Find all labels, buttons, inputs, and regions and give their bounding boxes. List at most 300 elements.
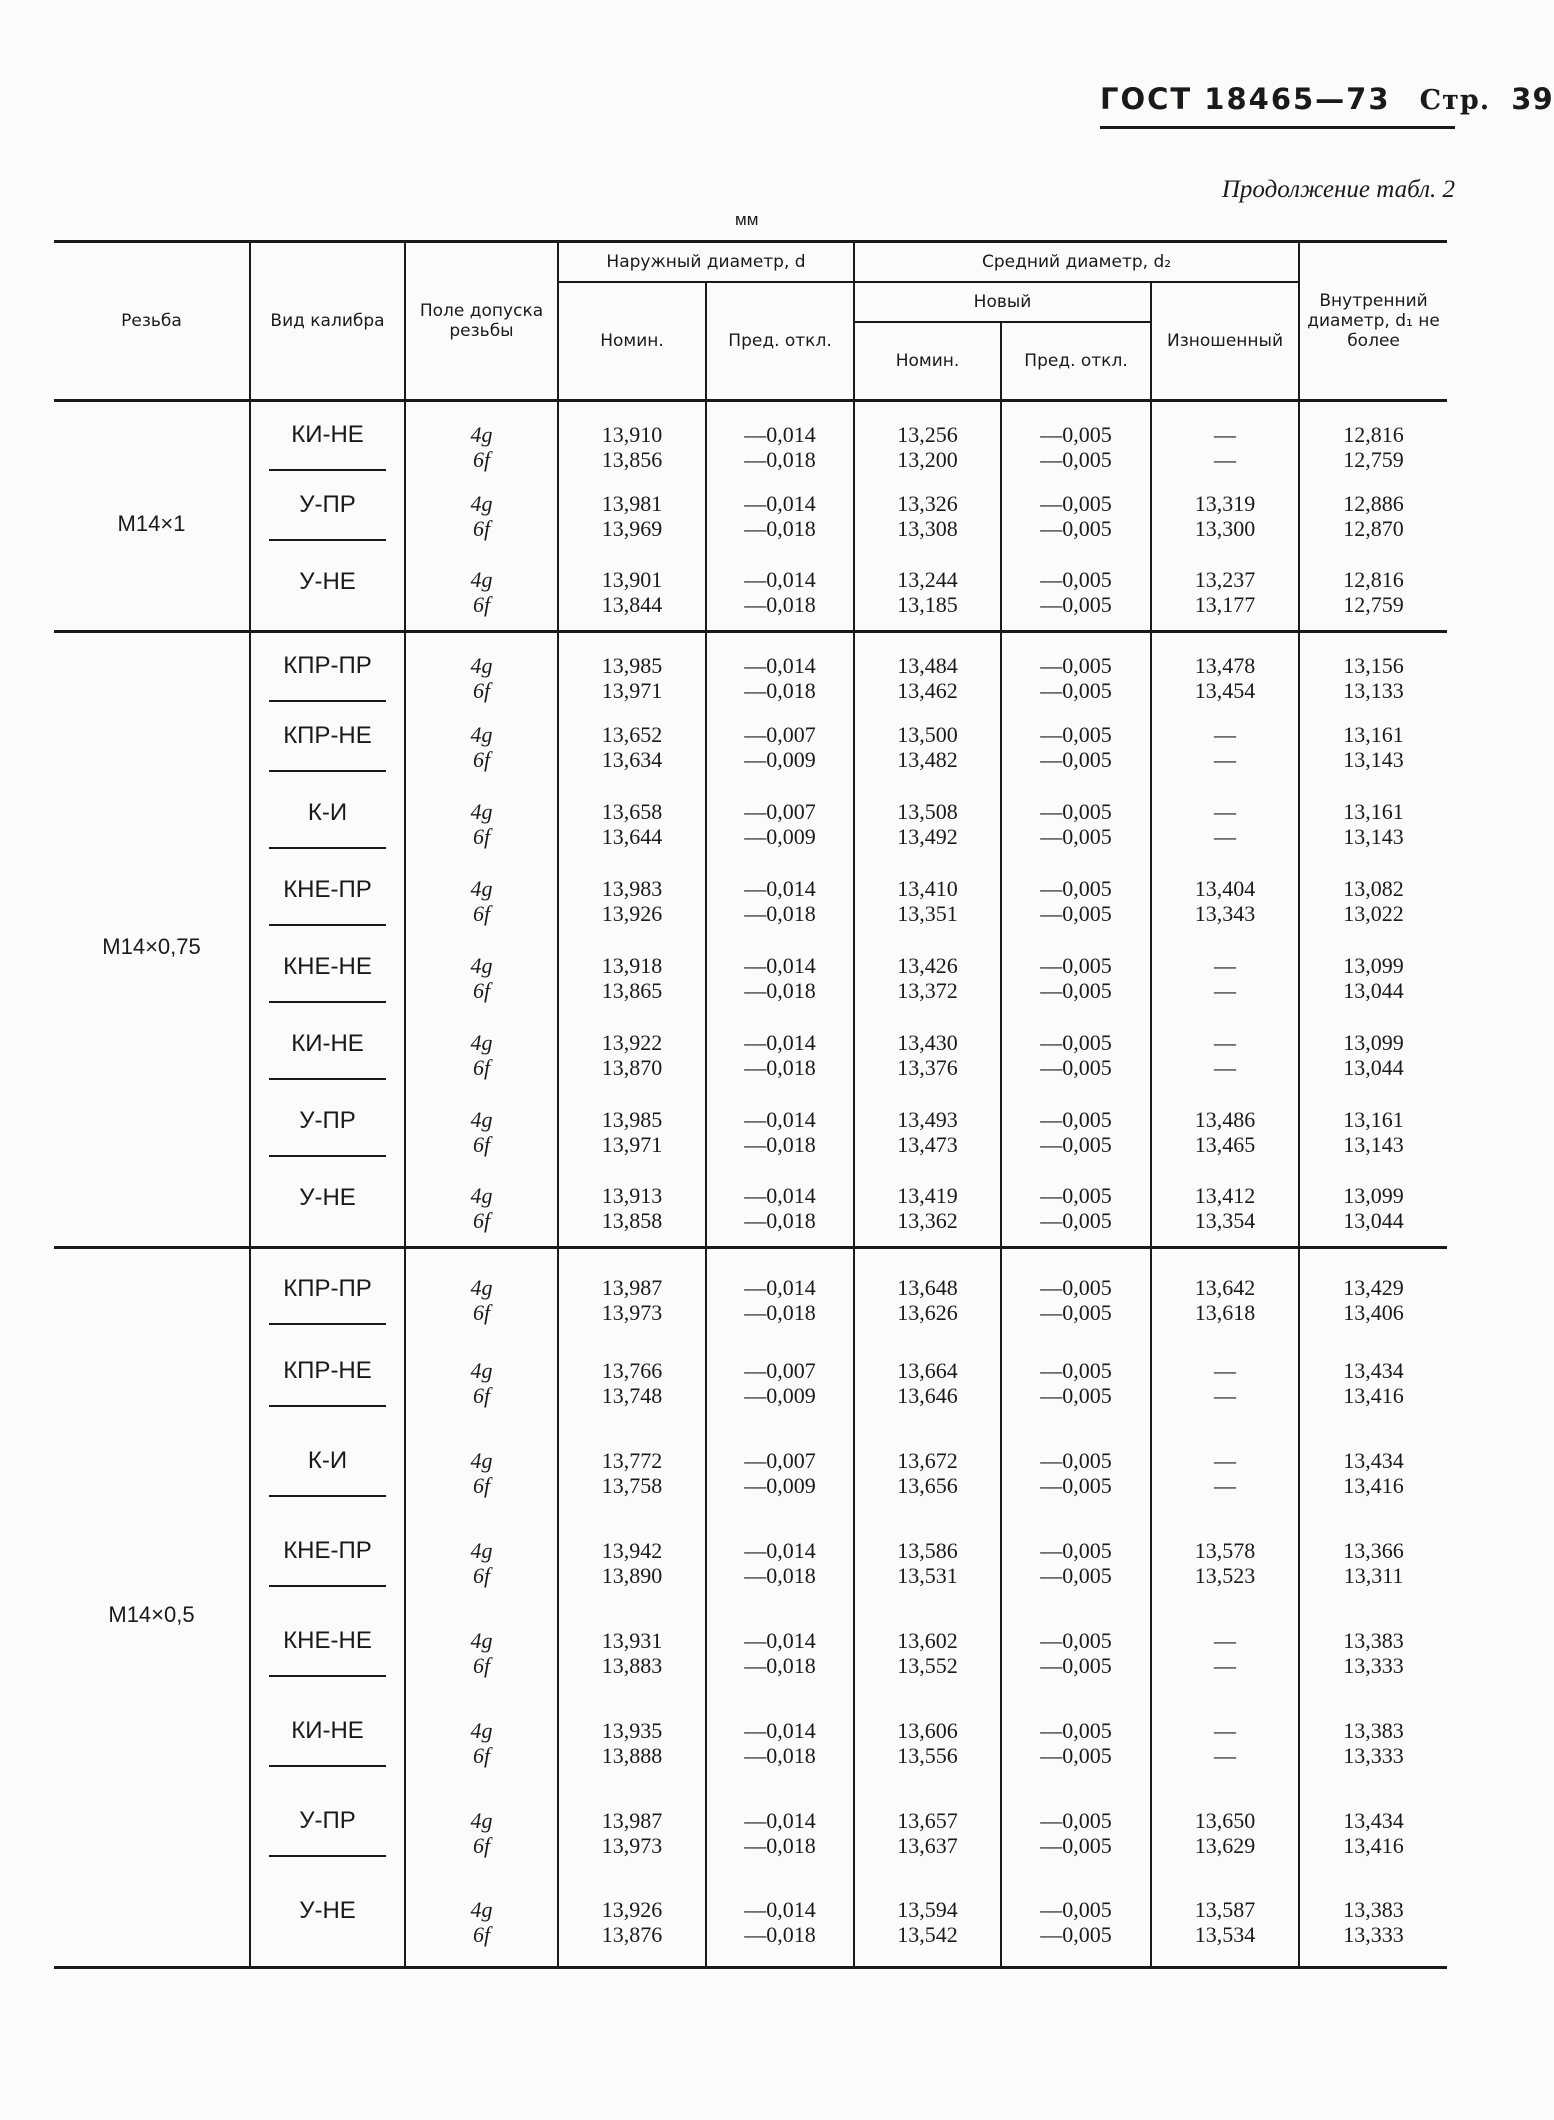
col-header-tolerance-field: Поле допуска резьбы bbox=[405, 242, 558, 401]
standard-number: ГОСТ 18465—73 bbox=[1100, 82, 1391, 116]
outer-deviation: —0,018 bbox=[744, 677, 816, 703]
tolerance-field: 4g bbox=[470, 1183, 493, 1209]
gauge-type: У-ПР bbox=[269, 1808, 386, 1857]
gauge-type: КИ-НЕ bbox=[269, 422, 386, 471]
gauge-type-cell bbox=[250, 863, 405, 940]
inner-diameter-cell bbox=[1299, 478, 1447, 555]
inner-diameter: 13,311 bbox=[1343, 1562, 1404, 1588]
mid-deviation-cell bbox=[1001, 863, 1151, 940]
header-rule bbox=[1100, 126, 1455, 129]
table-row bbox=[54, 1878, 1447, 1968]
tolerance-field: 6f bbox=[472, 1832, 491, 1858]
inner-diameter: 12,816 bbox=[1343, 567, 1404, 593]
worn-value: 13,650 bbox=[1194, 1807, 1256, 1833]
worn-value: 13,412 bbox=[1194, 1183, 1256, 1209]
tolerance-field: 4g bbox=[470, 876, 493, 901]
tolerance-field: 4g bbox=[470, 1275, 493, 1301]
inner-diameter: 13,333 bbox=[1343, 1921, 1404, 1947]
tolerance-field-cell bbox=[405, 1248, 558, 1338]
outer-nominal: 13,987 bbox=[601, 1807, 663, 1833]
tolerance-field-cell bbox=[405, 863, 558, 940]
inner-diameter: 13,434 bbox=[1343, 1357, 1404, 1383]
tolerance-field-cell bbox=[405, 1428, 558, 1518]
outer-deviation: —0,014 bbox=[744, 1627, 816, 1653]
mid-deviation: —0,005 bbox=[1040, 722, 1112, 747]
outer-nominal-cell bbox=[558, 478, 706, 555]
inner-diameter: 13,156 bbox=[1343, 652, 1404, 678]
worn-value-cell bbox=[1151, 1428, 1299, 1518]
table-row bbox=[54, 401, 1447, 478]
worn-value: — bbox=[1214, 1472, 1237, 1498]
outer-deviation-cell bbox=[706, 1518, 854, 1608]
mid-deviation-cell bbox=[1001, 1094, 1151, 1171]
outer-nominal: 13,890 bbox=[601, 1562, 663, 1588]
table-row bbox=[54, 555, 1447, 632]
mid-deviation-cell bbox=[1001, 1878, 1151, 1968]
mid-deviation-cell bbox=[1001, 1428, 1151, 1518]
outer-deviation-cell bbox=[706, 1248, 854, 1338]
outer-deviation-cell bbox=[706, 1017, 854, 1094]
inner-diameter-cell bbox=[1299, 1428, 1447, 1518]
tolerance-field: 4g bbox=[470, 953, 493, 978]
outer-deviation: —0,007 bbox=[744, 722, 816, 747]
inner-diameter: 12,870 bbox=[1343, 516, 1404, 541]
mid-deviation: —0,005 bbox=[1040, 1807, 1112, 1833]
worn-value: — bbox=[1214, 1447, 1237, 1473]
mid-deviation: —0,005 bbox=[1040, 1107, 1112, 1132]
outer-deviation: —0,014 bbox=[744, 491, 816, 516]
inner-diameter-cell bbox=[1299, 1017, 1447, 1094]
mid-deviation: —0,005 bbox=[1040, 1652, 1112, 1678]
mid-deviation: —0,005 bbox=[1040, 1055, 1112, 1080]
outer-deviation: —0,014 bbox=[744, 1107, 816, 1132]
outer-deviation: —0,014 bbox=[744, 1275, 816, 1301]
page-number: 39 bbox=[1511, 82, 1554, 116]
col-header-outer-deviation: Пред. откл. bbox=[706, 282, 854, 401]
inner-diameter: 12,816 bbox=[1343, 421, 1404, 447]
gauge-dimensions-table bbox=[54, 240, 1447, 1969]
mid-nominal-cell bbox=[854, 940, 1001, 1017]
tolerance-field: 6f bbox=[472, 1300, 491, 1326]
tolerance-field: 4g bbox=[470, 1030, 493, 1055]
outer-deviation: —0,009 bbox=[744, 824, 816, 849]
tolerance-field: 4g bbox=[470, 799, 493, 824]
mid-nominal-cell bbox=[854, 1338, 1001, 1428]
outer-deviation: —0,018 bbox=[744, 1832, 816, 1858]
mid-deviation: —0,005 bbox=[1040, 567, 1112, 593]
tolerance-field: 6f bbox=[472, 592, 491, 618]
outer-deviation: —0,018 bbox=[744, 1132, 816, 1157]
inner-diameter: 13,383 bbox=[1343, 1717, 1404, 1743]
outer-nominal-cell bbox=[558, 1017, 706, 1094]
inner-diameter: 13,416 bbox=[1343, 1472, 1404, 1498]
inner-diameter-cell bbox=[1299, 940, 1447, 1017]
tolerance-field: 4g bbox=[470, 652, 493, 678]
mid-nominal: 13,586 bbox=[897, 1537, 958, 1563]
outer-nominal-cell bbox=[558, 555, 706, 632]
worn-value-cell bbox=[1151, 401, 1299, 478]
outer-nominal: 13,981 bbox=[601, 491, 663, 516]
worn-value: 13,300 bbox=[1194, 516, 1256, 541]
outer-nominal: 13,942 bbox=[601, 1537, 663, 1563]
inner-diameter: 13,143 bbox=[1343, 824, 1404, 849]
outer-deviation: —0,014 bbox=[744, 1807, 816, 1833]
worn-value: 13,534 bbox=[1194, 1921, 1256, 1947]
tolerance-field-cell bbox=[405, 401, 558, 478]
mid-nominal-cell bbox=[854, 632, 1001, 709]
mid-nominal-cell bbox=[854, 786, 1001, 863]
outer-deviation: —0,014 bbox=[744, 1183, 816, 1209]
tolerance-field: 6f bbox=[472, 1652, 491, 1678]
mid-nominal: 13,351 bbox=[897, 901, 958, 926]
mid-nominal-cell bbox=[854, 1248, 1001, 1338]
mid-deviation: —0,005 bbox=[1040, 446, 1112, 472]
gauge-type: У-НЕ bbox=[299, 567, 356, 595]
mid-deviation: —0,005 bbox=[1040, 1275, 1112, 1301]
mid-nominal: 13,419 bbox=[897, 1183, 958, 1209]
table-row bbox=[54, 940, 1447, 1017]
mid-deviation-cell bbox=[1001, 1017, 1151, 1094]
mid-nominal: 13,492 bbox=[897, 824, 958, 849]
outer-deviation-cell bbox=[706, 632, 854, 709]
worn-value: 13,486 bbox=[1194, 1107, 1256, 1132]
mid-deviation-cell bbox=[1001, 1248, 1151, 1338]
outer-nominal: 13,856 bbox=[601, 446, 663, 472]
gauge-type: К-И bbox=[269, 800, 386, 849]
worn-value-cell bbox=[1151, 1788, 1299, 1878]
tolerance-field: 4g bbox=[470, 1896, 493, 1922]
mid-nominal: 13,462 bbox=[897, 677, 958, 703]
mid-nominal: 13,637 bbox=[897, 1832, 958, 1858]
tolerance-field: 6f bbox=[472, 1472, 491, 1498]
worn-value: — bbox=[1214, 722, 1237, 747]
mid-nominal: 13,308 bbox=[897, 516, 958, 541]
worn-value: 13,404 bbox=[1194, 876, 1256, 901]
worn-value: 13,618 bbox=[1194, 1300, 1256, 1326]
outer-nominal-cell bbox=[558, 1171, 706, 1248]
mid-nominal-cell bbox=[854, 1878, 1001, 1968]
outer-deviation: —0,018 bbox=[744, 978, 816, 1003]
outer-deviation: —0,018 bbox=[744, 516, 816, 541]
outer-deviation: —0,014 bbox=[744, 876, 816, 901]
mid-nominal: 13,430 bbox=[897, 1030, 958, 1055]
outer-nominal-cell bbox=[558, 1518, 706, 1608]
col-header-mid-nominal: Номин. bbox=[854, 322, 1001, 401]
inner-diameter: 13,383 bbox=[1343, 1627, 1404, 1653]
gauge-type-cell bbox=[250, 1878, 405, 1968]
mid-deviation-cell bbox=[1001, 1518, 1151, 1608]
col-header-inner-diameter: Внутренний диаметр, d₁ не более bbox=[1299, 242, 1447, 401]
outer-deviation-cell bbox=[706, 863, 854, 940]
outer-deviation-cell bbox=[706, 555, 854, 632]
gauge-type: КПР-ПР bbox=[269, 653, 386, 702]
inner-diameter-cell bbox=[1299, 1698, 1447, 1788]
mid-deviation: —0,005 bbox=[1040, 1382, 1112, 1408]
mid-nominal: 13,473 bbox=[897, 1132, 958, 1157]
outer-deviation: —0,018 bbox=[744, 901, 816, 926]
inner-diameter-cell bbox=[1299, 1338, 1447, 1428]
inner-diameter: 13,099 bbox=[1343, 953, 1404, 978]
outer-deviation: —0,018 bbox=[744, 1742, 816, 1768]
tolerance-field-cell bbox=[405, 786, 558, 863]
outer-deviation: —0,009 bbox=[744, 747, 816, 772]
worn-value: — bbox=[1214, 1357, 1237, 1383]
mid-deviation: —0,005 bbox=[1040, 1208, 1112, 1234]
col-header-gauge-type: Вид калибра bbox=[250, 242, 405, 401]
worn-value: — bbox=[1214, 953, 1237, 978]
tolerance-field: 4g bbox=[470, 567, 493, 593]
outer-nominal: 13,870 bbox=[601, 1055, 663, 1080]
worn-value-cell bbox=[1151, 1608, 1299, 1698]
tolerance-field: 4g bbox=[470, 1447, 493, 1473]
outer-nominal: 13,971 bbox=[601, 1132, 663, 1157]
worn-value-cell bbox=[1151, 632, 1299, 709]
outer-nominal: 13,926 bbox=[601, 901, 663, 926]
col-header-outer-diameter: Наружный диаметр, d bbox=[558, 242, 854, 283]
outer-deviation: —0,014 bbox=[744, 421, 816, 447]
mid-deviation: —0,005 bbox=[1040, 978, 1112, 1003]
mid-deviation: —0,005 bbox=[1040, 1472, 1112, 1498]
thread-designation: М14×0,5 bbox=[54, 1248, 250, 1968]
outer-deviation: —0,014 bbox=[744, 1717, 816, 1743]
page-header bbox=[1100, 82, 1554, 116]
mid-deviation: —0,005 bbox=[1040, 677, 1112, 703]
tolerance-field-cell bbox=[405, 1878, 558, 1968]
inner-diameter: 13,044 bbox=[1343, 1055, 1404, 1080]
mid-nominal-cell bbox=[854, 1608, 1001, 1698]
inner-diameter: 13,429 bbox=[1343, 1275, 1404, 1301]
worn-value-cell bbox=[1151, 1171, 1299, 1248]
inner-diameter: 13,333 bbox=[1343, 1742, 1404, 1768]
gauge-type-cell bbox=[250, 1698, 405, 1788]
mid-deviation: —0,005 bbox=[1040, 824, 1112, 849]
mid-deviation: —0,005 bbox=[1040, 1921, 1112, 1947]
table-body bbox=[54, 401, 1447, 1968]
gauge-type: КИ-НЕ bbox=[269, 1031, 386, 1080]
outer-deviation-cell bbox=[706, 401, 854, 478]
mid-deviation: —0,005 bbox=[1040, 1030, 1112, 1055]
mid-nominal: 13,602 bbox=[897, 1627, 958, 1653]
outer-deviation-cell bbox=[706, 1171, 854, 1248]
outer-deviation: —0,014 bbox=[744, 1030, 816, 1055]
worn-value-cell bbox=[1151, 940, 1299, 1017]
outer-deviation: —0,007 bbox=[744, 1357, 816, 1383]
mid-deviation: —0,005 bbox=[1040, 1627, 1112, 1653]
inner-diameter-cell bbox=[1299, 1248, 1447, 1338]
outer-deviation: —0,009 bbox=[744, 1472, 816, 1498]
outer-nominal: 13,844 bbox=[601, 592, 663, 618]
outer-nominal: 13,652 bbox=[601, 722, 663, 747]
outer-nominal: 13,926 bbox=[601, 1896, 663, 1922]
outer-nominal: 13,883 bbox=[601, 1652, 663, 1678]
worn-value: 13,465 bbox=[1194, 1132, 1256, 1157]
tolerance-field-cell bbox=[405, 632, 558, 709]
mid-deviation: —0,005 bbox=[1040, 652, 1112, 678]
tolerance-field: 4g bbox=[470, 1357, 493, 1383]
tolerance-field: 4g bbox=[470, 491, 493, 516]
inner-diameter-cell bbox=[1299, 555, 1447, 632]
outer-nominal-cell bbox=[558, 1878, 706, 1968]
worn-value-cell bbox=[1151, 555, 1299, 632]
inner-diameter: 13,022 bbox=[1343, 901, 1404, 926]
mid-deviation: —0,005 bbox=[1040, 1896, 1112, 1922]
gauge-type-cell bbox=[250, 478, 405, 555]
table-continuation-caption: Продолжение табл. 2 bbox=[1221, 176, 1455, 203]
tolerance-field-cell bbox=[405, 478, 558, 555]
outer-deviation: —0,014 bbox=[744, 953, 816, 978]
outer-nominal: 13,913 bbox=[601, 1183, 663, 1209]
gauge-type: КПР-ПР bbox=[269, 1276, 386, 1325]
tolerance-field: 6f bbox=[472, 516, 491, 541]
mid-nominal: 13,244 bbox=[897, 567, 958, 593]
gauge-type-cell bbox=[250, 1094, 405, 1171]
gauge-type: У-ПР bbox=[269, 492, 386, 541]
outer-nominal: 13,865 bbox=[601, 978, 663, 1003]
outer-deviation: —0,018 bbox=[744, 1300, 816, 1326]
gauge-type-cell bbox=[250, 1017, 405, 1094]
outer-deviation: —0,007 bbox=[744, 799, 816, 824]
table-row bbox=[54, 1428, 1447, 1518]
mid-deviation-cell bbox=[1001, 555, 1151, 632]
tolerance-field-cell bbox=[405, 1518, 558, 1608]
outer-nominal-cell bbox=[558, 1338, 706, 1428]
outer-nominal: 13,910 bbox=[601, 421, 663, 447]
inner-diameter-cell bbox=[1299, 1094, 1447, 1171]
tolerance-field-cell bbox=[405, 1338, 558, 1428]
worn-value: — bbox=[1214, 824, 1237, 849]
tolerance-field: 6f bbox=[472, 978, 491, 1003]
mid-nominal: 13,482 bbox=[897, 747, 958, 772]
mid-nominal: 13,672 bbox=[897, 1447, 958, 1473]
outer-nominal: 13,971 bbox=[601, 677, 663, 703]
inner-diameter: 13,383 bbox=[1343, 1896, 1404, 1922]
mid-nominal: 13,484 bbox=[897, 652, 958, 678]
gauge-type-cell bbox=[250, 940, 405, 1017]
outer-nominal: 13,766 bbox=[601, 1357, 663, 1383]
worn-value: 13,343 bbox=[1194, 901, 1256, 926]
outer-nominal: 13,634 bbox=[601, 747, 663, 772]
table-row bbox=[54, 1518, 1447, 1608]
mid-nominal: 13,326 bbox=[897, 491, 958, 516]
tolerance-field-cell bbox=[405, 1094, 558, 1171]
mid-nominal: 13,493 bbox=[897, 1107, 958, 1132]
outer-deviation-cell bbox=[706, 709, 854, 786]
gauge-type-cell bbox=[250, 1428, 405, 1518]
inner-diameter: 13,143 bbox=[1343, 1132, 1404, 1157]
inner-diameter-cell bbox=[1299, 632, 1447, 709]
outer-nominal: 13,973 bbox=[601, 1300, 663, 1326]
worn-value: 13,478 bbox=[1194, 652, 1256, 678]
tolerance-field: 6f bbox=[472, 901, 491, 926]
tolerance-field: 4g bbox=[470, 722, 493, 747]
outer-deviation: —0,014 bbox=[744, 652, 816, 678]
gauge-type-cell bbox=[250, 1608, 405, 1698]
gauge-type: К-И bbox=[269, 1448, 386, 1497]
mid-nominal-cell bbox=[854, 1698, 1001, 1788]
mid-nominal-cell bbox=[854, 1094, 1001, 1171]
table-row bbox=[54, 1094, 1447, 1171]
mid-nominal: 13,606 bbox=[897, 1717, 958, 1743]
outer-nominal: 13,758 bbox=[601, 1472, 663, 1498]
inner-diameter-cell bbox=[1299, 863, 1447, 940]
inner-diameter: 13,044 bbox=[1343, 978, 1404, 1003]
inner-diameter: 13,099 bbox=[1343, 1183, 1404, 1209]
tolerance-field: 4g bbox=[470, 1107, 493, 1132]
inner-diameter-cell bbox=[1299, 1608, 1447, 1698]
outer-nominal: 13,748 bbox=[601, 1382, 663, 1408]
outer-nominal: 13,918 bbox=[601, 953, 663, 978]
mid-nominal-cell bbox=[854, 709, 1001, 786]
worn-value-cell bbox=[1151, 1338, 1299, 1428]
mid-deviation-cell bbox=[1001, 1338, 1151, 1428]
outer-deviation: —0,014 bbox=[744, 1537, 816, 1563]
mid-deviation: —0,005 bbox=[1040, 421, 1112, 447]
outer-nominal-cell bbox=[558, 1248, 706, 1338]
inner-diameter: 13,416 bbox=[1343, 1382, 1404, 1408]
mid-deviation-cell bbox=[1001, 1698, 1151, 1788]
inner-diameter: 13,133 bbox=[1343, 677, 1404, 703]
worn-value-cell bbox=[1151, 863, 1299, 940]
mid-deviation: —0,005 bbox=[1040, 953, 1112, 978]
gauge-type: КИ-НЕ bbox=[269, 1718, 386, 1767]
worn-value: 13,578 bbox=[1194, 1537, 1256, 1563]
table-row bbox=[54, 632, 1447, 709]
table-row bbox=[54, 1171, 1447, 1248]
tolerance-field: 6f bbox=[472, 446, 491, 472]
gauge-type-cell bbox=[250, 786, 405, 863]
table-row bbox=[54, 786, 1447, 863]
tolerance-field-cell bbox=[405, 1017, 558, 1094]
mid-nominal: 13,657 bbox=[897, 1807, 958, 1833]
outer-deviation-cell bbox=[706, 1698, 854, 1788]
outer-nominal: 13,901 bbox=[601, 567, 663, 593]
outer-nominal: 13,985 bbox=[601, 652, 663, 678]
inner-diameter: 13,161 bbox=[1343, 722, 1404, 747]
mid-deviation-cell bbox=[1001, 401, 1151, 478]
outer-nominal: 13,935 bbox=[601, 1717, 663, 1743]
tolerance-field: 6f bbox=[472, 824, 491, 849]
gauge-type: КНЕ-ПР bbox=[269, 1538, 386, 1587]
inner-diameter-cell bbox=[1299, 1171, 1447, 1248]
outer-nominal: 13,987 bbox=[601, 1275, 663, 1301]
outer-nominal: 13,658 bbox=[601, 799, 663, 824]
worn-value: — bbox=[1214, 1030, 1237, 1055]
mid-deviation: —0,005 bbox=[1040, 901, 1112, 926]
tolerance-field-cell bbox=[405, 940, 558, 1017]
worn-value: 13,177 bbox=[1194, 592, 1256, 618]
worn-value-cell bbox=[1151, 786, 1299, 863]
inner-diameter-cell bbox=[1299, 1788, 1447, 1878]
worn-value: — bbox=[1214, 1382, 1237, 1408]
col-header-outer-nominal: Номин. bbox=[558, 282, 706, 401]
table-row bbox=[54, 1788, 1447, 1878]
mid-deviation: —0,005 bbox=[1040, 1537, 1112, 1563]
mid-nominal: 13,552 bbox=[897, 1652, 958, 1678]
inner-diameter: 13,406 bbox=[1343, 1300, 1404, 1326]
tolerance-field: 4g bbox=[470, 1717, 493, 1743]
outer-deviation-cell bbox=[706, 940, 854, 1017]
mid-nominal-cell bbox=[854, 1788, 1001, 1878]
worn-value: 13,587 bbox=[1194, 1896, 1256, 1922]
tolerance-field: 4g bbox=[470, 1627, 493, 1653]
mid-nominal-cell bbox=[854, 478, 1001, 555]
mid-nominal-cell bbox=[854, 1518, 1001, 1608]
inner-diameter: 13,366 bbox=[1343, 1537, 1404, 1563]
outer-deviation: —0,018 bbox=[744, 1562, 816, 1588]
worn-value: — bbox=[1214, 747, 1237, 772]
mid-deviation: —0,005 bbox=[1040, 1357, 1112, 1383]
outer-deviation: —0,009 bbox=[744, 1382, 816, 1408]
